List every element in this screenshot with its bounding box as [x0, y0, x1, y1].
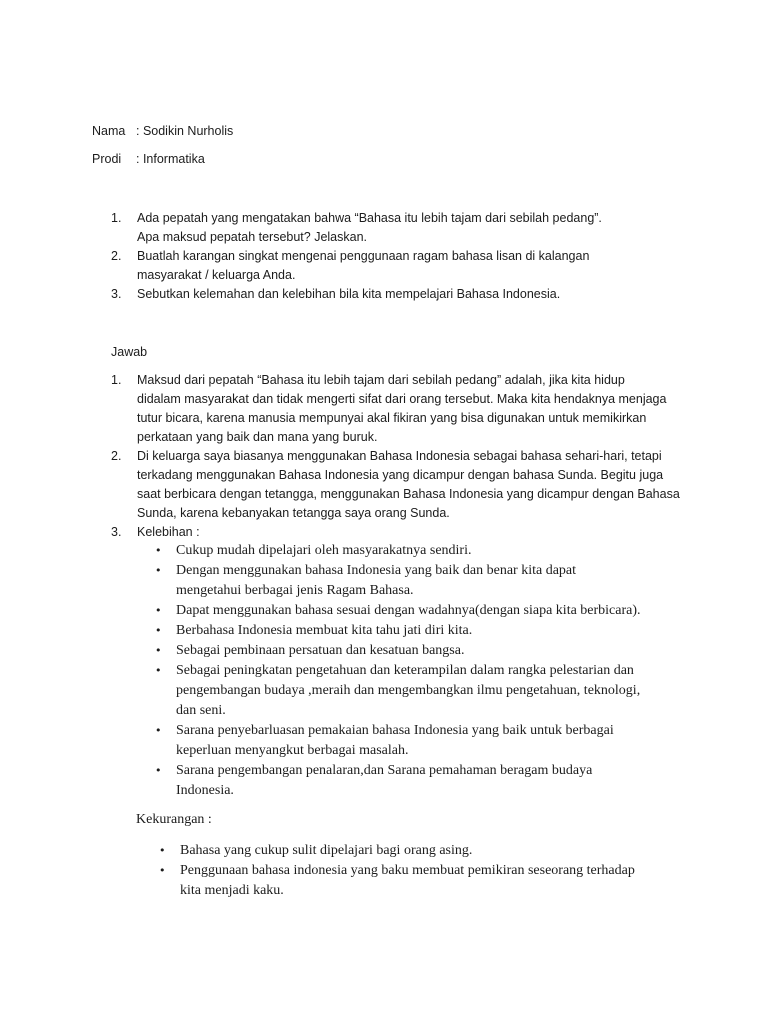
kekurangan-text: Bahasa yang cukup sulit dipelajari bagi orang asing.: [180, 843, 473, 858]
kelebihan-item: [153, 641, 713, 661]
bullet-icon: •: [159, 844, 166, 857]
kelebihan-text: Sarana penyebarluasan pemakaian bahasa Indonesia yang baik untuk berbagai keperluan menyangkut berbagai masalah.: [176, 723, 614, 758]
question-list: [111, 209, 711, 304]
question-text: Sebutkan kelemahan dan kelebihan bila kita mempelajari Bahasa Indonesia.: [137, 287, 561, 301]
name-label: Nama: [92, 124, 126, 138]
kelebihan-heading: Kelebihan :: [137, 525, 200, 539]
bullet-icon: •: [155, 544, 162, 557]
kelebihan-text: Cukup mudah dipelajari oleh masyarakatnya sendiri.: [176, 543, 472, 558]
prodi-label: Prodi: [92, 152, 122, 166]
kelebihan-list: [153, 541, 713, 801]
question-text: Ada pepatah yang mengatakan bahwa “Bahasa itu lebih tajam dari sebilah pedang”. Apa maksud pepatah tersebut? Jelaskan.: [137, 211, 602, 244]
prodi-value: : Informatika: [136, 152, 205, 166]
kelebihan-item: [153, 761, 713, 801]
bullet-icon: •: [155, 604, 162, 617]
question-number: 2.: [111, 249, 122, 263]
answer-item: [111, 447, 711, 523]
question-number: 1.: [111, 211, 122, 225]
kekurangan-heading: Kekurangan :: [136, 812, 212, 827]
kekurangan-item: [157, 841, 717, 861]
kelebihan-item: [153, 601, 713, 621]
kelebihan-text: Berbahasa Indonesia membuat kita tahu jati diri kita.: [176, 623, 473, 638]
kelebihan-text: Sebagai peningkatan pengetahuan dan keterampilan dalam rangka pelestarian dan pengembangan budaya ,meraih dan mengembangkan ilmu pengetahuan, teknologi, dan seni.: [176, 663, 641, 718]
question-text: Buatlah karangan singkat mengenai penggunaan ragam bahasa lisan di kalangan masyarakat / keluarga Anda.: [137, 249, 590, 282]
bullet-icon: •: [155, 564, 162, 577]
bullet-icon: •: [155, 644, 162, 657]
bullet-icon: •: [155, 724, 162, 737]
kelebihan-text: Dengan menggunakan bahasa Indonesia yang baik dan benar kita dapat mengetahui berbagai jenis Ragam Bahasa.: [176, 563, 577, 598]
kelebihan-item: [153, 621, 713, 641]
bullet-icon: •: [159, 864, 166, 877]
kelebihan-item: [153, 661, 713, 721]
answer-list: [111, 371, 711, 542]
question-item: [111, 209, 711, 247]
answer-text: Di keluarga saya biasanya menggunakan Bahasa Indonesia sebagai bahasa sehari-hari, tetapi terkadang menggunakan Bahasa Indonesia yang dicampur dengan bahasa Sunda. Begitu juga saat berbicara dengan tetangga, menggunakan Bahasa Indonesia yang dicampur dengan Bahasa Sunda, karena kebanyakan tetangga saya orang Sunda.: [137, 449, 680, 520]
answer-text: Maksud dari pepatah “Bahasa itu lebih tajam dari sebilah pedang” adalah, jika kita hidup didalam masyarakat dan tidak mengerti sifat dari orang tersebut. Maka kita hendaknya menjaga tutur bicara, karena manusia mempunyai akal fikiran yang bisa digunakan untuk memikirkan perkataan yang baik dan mana yang buruk.: [137, 373, 667, 444]
name-row: [92, 122, 233, 142]
kelebihan-item: [153, 721, 713, 761]
bullet-icon: •: [155, 664, 162, 677]
bullet-icon: •: [155, 624, 162, 637]
answer-heading: Jawab: [111, 345, 148, 359]
name-value: : Sodikin Nurholis: [136, 124, 234, 138]
answer-number: 3.: [111, 525, 122, 539]
kelebihan-text: Sebagai pembinaan persatuan dan kesatuan bangsa.: [176, 643, 465, 658]
kelebihan-item: [153, 541, 713, 561]
kekurangan-list: [157, 841, 717, 901]
kelebihan-item: [153, 561, 713, 601]
answer-number: 2.: [111, 449, 122, 463]
answer-item: [111, 523, 711, 542]
answer-item: [111, 371, 711, 447]
kelebihan-text: Sarana pengembangan penalaran,dan Sarana pemahaman beragam budaya Indonesia.: [176, 763, 593, 798]
question-number: 3.: [111, 287, 122, 301]
question-item: [111, 247, 711, 285]
kekurangan-item: [157, 861, 717, 901]
kelebihan-text: Dapat menggunakan bahasa sesuai dengan wadahnya(dengan siapa kita berbicara).: [176, 603, 641, 618]
bullet-icon: •: [155, 764, 162, 777]
prodi-row: [92, 150, 205, 170]
answer-number: 1.: [111, 373, 122, 387]
question-item: [111, 285, 711, 304]
kekurangan-text: Penggunaan bahasa indonesia yang baku membuat pemikiran seseorang terhadap kita menjadi kaku.: [180, 863, 635, 898]
